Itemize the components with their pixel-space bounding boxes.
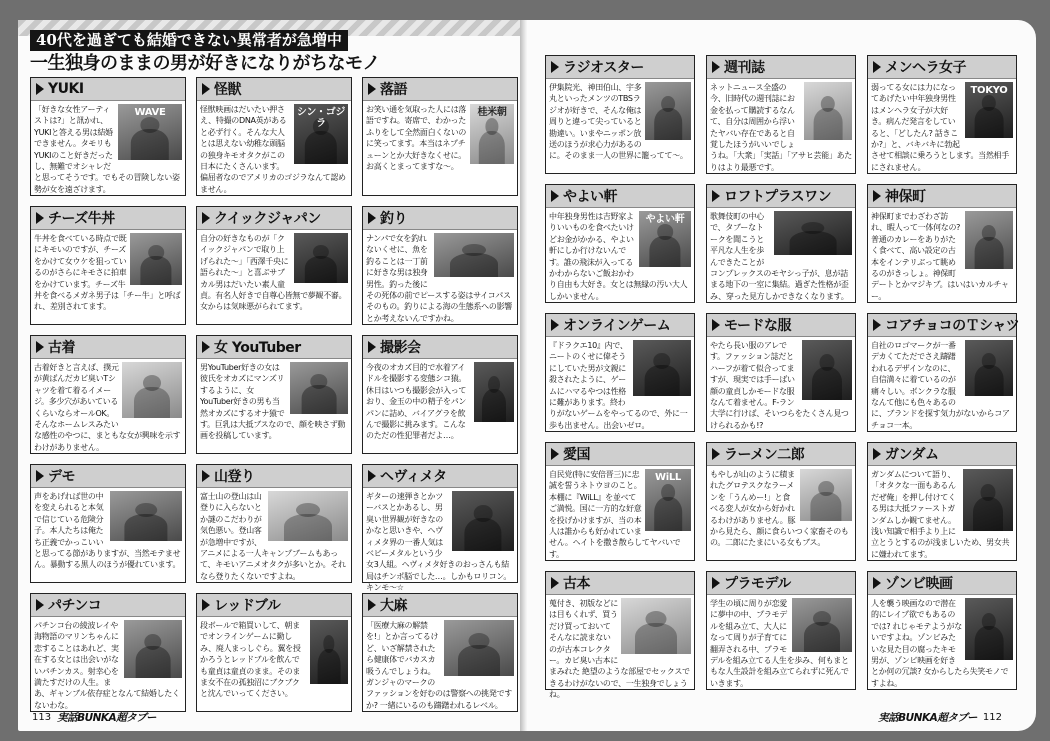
photo-subject bbox=[134, 387, 170, 418]
article-card bbox=[706, 184, 856, 303]
card-header bbox=[363, 336, 517, 359]
triangle-bullet-icon bbox=[368, 599, 376, 611]
card-photo bbox=[110, 491, 182, 541]
card-header bbox=[363, 594, 517, 617]
card-title: 怪獣 bbox=[214, 82, 241, 98]
card-body bbox=[549, 469, 691, 558]
card-photo bbox=[444, 620, 514, 676]
photo-subject-head bbox=[653, 353, 670, 369]
article-card bbox=[706, 571, 856, 690]
photo-subject bbox=[973, 497, 1003, 531]
photo-subject bbox=[318, 649, 341, 684]
triangle-bullet-icon bbox=[551, 61, 559, 73]
card-body bbox=[200, 620, 348, 709]
card-header bbox=[31, 336, 185, 359]
card-text: 「医療大麻の解禁を!」とか言ってるけど、いざ解禁されたら健康体でバカスカ吸うんでしょうね。ガンジャのマークのファッションを好むのは警察への挑発ですか? 一緒にいるのも躊躇われるレベル。 bbox=[366, 621, 512, 710]
photo-subject-head bbox=[485, 118, 498, 135]
card-title: デモ bbox=[48, 469, 75, 485]
triangle-bullet-icon bbox=[36, 341, 44, 353]
card-title: レッドブル bbox=[214, 598, 281, 614]
photo-caption: 桂米朝 bbox=[477, 107, 507, 118]
card-photo bbox=[470, 104, 514, 164]
card-photo bbox=[792, 598, 852, 652]
card-body bbox=[366, 491, 514, 593]
card-body bbox=[871, 340, 1013, 429]
card-body bbox=[871, 598, 1013, 687]
card-body bbox=[200, 491, 348, 580]
triangle-bullet-icon bbox=[368, 470, 376, 482]
kicker-title: 40代を過ぎても結婚できない異常者が急増中 bbox=[30, 30, 348, 51]
photo-subject bbox=[305, 256, 337, 284]
triangle-bullet-icon bbox=[712, 448, 720, 460]
card-text: 「好きな女性アーティストは?」と訊かれ、YUKIと答える男は結婚できません。タモリもYUKIのこと好きだったし、無難でオシャレだと思ってそうです。でもその冒険しない姿勢が女を遠ざけます。 bbox=[34, 105, 180, 194]
card-body bbox=[366, 104, 514, 193]
article-card bbox=[545, 571, 695, 700]
photo-subject bbox=[458, 645, 500, 676]
card-body bbox=[200, 233, 348, 322]
photo-caption: WiLL bbox=[654, 472, 681, 483]
card-body bbox=[871, 469, 1013, 558]
photo-subject-head bbox=[296, 503, 320, 517]
article-card bbox=[867, 442, 1017, 561]
card-photo bbox=[802, 340, 852, 400]
triangle-bullet-icon bbox=[873, 577, 881, 589]
card-title: クイックジャパン bbox=[214, 211, 321, 227]
card-text: 今夜のオカズ目的で水着アイドルを撮影する変態シコ猿。休日はいつも撮影会が入っており、金玉の中の精子をパンパンに詰め、バイアグラを飲んで撮影に挑みます。こんなのただの性犯罪者だよ…。 bbox=[366, 363, 467, 441]
photo-subject-head bbox=[661, 96, 675, 112]
right-page bbox=[527, 20, 1036, 731]
photo-subject bbox=[645, 365, 680, 396]
card-text: やたら長い服のアレです。ファッション誌だとハーフが着て似合ってますが、現実では手ーばい顔の童貞しかモードな服なんて着ません。F-ラン大学に行けば、そいつらをたくさん見つけられるかも!? bbox=[710, 341, 849, 430]
triangle-bullet-icon bbox=[551, 190, 559, 202]
card-photo bbox=[645, 82, 691, 140]
article-card bbox=[706, 55, 856, 174]
card-text: 声をあげれば世の中を変えられると本気で信じている危険分子。本人たちは俺たち正義でかっこいいと思ってる節がありますが、当然モテません。暴動する黒人のほうが優れています。 bbox=[34, 492, 181, 570]
article-card bbox=[545, 442, 695, 561]
card-photo bbox=[965, 598, 1013, 660]
article-card bbox=[30, 335, 186, 454]
card-body bbox=[200, 362, 348, 451]
card-title: ヘヴィメタ bbox=[380, 469, 447, 485]
article-card bbox=[196, 593, 352, 712]
card-text: ネットニュース全盛の今、旧時代の週刊誌にお金を払って購読するなんて、自分は周囲から浮いたヤバい存在であると自覚したほうがいいでしょうね。「大衆」「実話」「アサヒ芸能」あたりはより最悪です。 bbox=[710, 83, 852, 172]
card-body bbox=[366, 362, 514, 451]
photo-subject-head bbox=[820, 354, 835, 371]
photo-subject bbox=[305, 131, 337, 164]
article-card bbox=[362, 77, 518, 196]
card-header bbox=[197, 336, 351, 359]
article-card bbox=[30, 77, 186, 196]
card-body bbox=[710, 340, 852, 429]
card-body bbox=[871, 82, 1013, 171]
card-header bbox=[31, 78, 185, 101]
triangle-bullet-icon bbox=[202, 470, 210, 482]
triangle-bullet-icon bbox=[712, 577, 720, 589]
card-body bbox=[34, 620, 182, 709]
card-body bbox=[34, 362, 182, 451]
magazine-logo: 実話BUNKA超タブー bbox=[878, 712, 977, 724]
photo-subject bbox=[975, 365, 1004, 396]
photo-subject bbox=[482, 389, 506, 422]
article-card bbox=[867, 571, 1017, 690]
photo-subject-head bbox=[474, 505, 493, 522]
card-text: 富士山の登山は山登りに入らないとか謎のこだわりが気色悪い。登山客が急増中ですが、アニメによる一人キャンプブームもあって、キモいアニメオタクが多いとか。それなら登りたくないですよね。 bbox=[200, 492, 346, 581]
photo-subject-head bbox=[310, 374, 327, 389]
photo-subject bbox=[131, 129, 169, 160]
card-header bbox=[546, 443, 694, 466]
card-body bbox=[366, 620, 514, 709]
card-title: 愛国 bbox=[563, 447, 590, 463]
card-header bbox=[546, 314, 694, 337]
card-header bbox=[197, 465, 351, 488]
card-title: プラモデル bbox=[724, 576, 791, 592]
photo-caption: TOKYO bbox=[970, 85, 1008, 96]
article-card bbox=[545, 184, 695, 303]
card-title: 女 YouTuber bbox=[214, 340, 301, 356]
card-photo bbox=[118, 104, 182, 160]
card-title: ラジオスター bbox=[563, 60, 644, 76]
card-title: コアチョコのＴシャツ bbox=[885, 318, 1020, 334]
article-card bbox=[706, 313, 856, 432]
card-title: パチンコ bbox=[48, 598, 102, 614]
card-photo bbox=[452, 491, 514, 551]
photo-caption: WAVE bbox=[134, 107, 166, 118]
card-header bbox=[31, 465, 185, 488]
triangle-bullet-icon bbox=[36, 470, 44, 482]
photo-subject-head bbox=[135, 503, 157, 517]
article-card bbox=[545, 313, 695, 432]
article-card bbox=[545, 55, 695, 174]
photo-subject-head bbox=[657, 224, 673, 240]
photo-subject bbox=[649, 236, 680, 267]
card-text: 自分の好きなものが「クイックジャパンで取り上げられた〜」「西澤千央に語られた〜」と喜ぶサブカル男はだいたい素人童貞。有名人好きで自尊心皆無で夢観不審。女からは気味悪がられてます。 bbox=[200, 234, 347, 312]
triangle-bullet-icon bbox=[202, 341, 210, 353]
photo-subject bbox=[975, 626, 1004, 660]
card-header bbox=[707, 443, 855, 466]
card-title: ガンダム bbox=[885, 447, 939, 463]
photo-subject-head bbox=[982, 95, 996, 111]
card-header bbox=[707, 572, 855, 595]
right-item-grid bbox=[545, 55, 1020, 700]
photo-subject bbox=[140, 256, 171, 285]
article-card bbox=[196, 335, 352, 454]
card-text: 男YouTuber好きの女は彼氏をオカズにマンズリするように、女YouTuber好きの男も当然オカズにするオナ猿です。巨乳は大抵ブスなので、顔を映さず動画を投稿しています。 bbox=[200, 363, 346, 441]
card-photo bbox=[774, 211, 852, 255]
photo-subject bbox=[302, 385, 337, 414]
photo-subject bbox=[810, 492, 841, 521]
card-photo bbox=[639, 211, 691, 267]
card-text: 弱ってる女には力になってあげたい中年独身男性はメンヘラ女子が大好き。病んだ発言をしていると、「どしたん? 話きこか?」と、バキバキに勃起させて相談に乗ろうとします。当然相手にされません。 bbox=[871, 83, 1009, 172]
triangle-bullet-icon bbox=[551, 577, 559, 589]
card-body bbox=[549, 82, 691, 171]
card-header bbox=[197, 594, 351, 617]
card-text: もやしが山のように積まれたグロテスクなラーメンを「うんめー!」と食べる変人が女から好かれるわけがありません。豚から見たら、顔に食らいつく家畜そのもの。二郎にたまにいる女もブス。 bbox=[710, 470, 849, 548]
card-body bbox=[200, 104, 348, 193]
article-card bbox=[362, 593, 518, 712]
card-photo bbox=[645, 469, 691, 531]
card-title: YUKI bbox=[48, 81, 84, 97]
card-header bbox=[546, 56, 694, 79]
photo-subject bbox=[136, 646, 171, 678]
card-title: 大麻 bbox=[380, 598, 407, 614]
card-text: 人を襲う映画なので潜在的にレイプ欲でもあるのでは? れじゃモテようがないですよね。ゾンビみたいな見た目の腐ったキモ男が、ゾンビ映画を好きとか何の冗談? 女からしたら失笑モノですよね。 bbox=[871, 599, 1009, 688]
left-page bbox=[18, 20, 527, 731]
card-photo bbox=[124, 620, 182, 678]
article-card bbox=[867, 184, 1017, 303]
card-body bbox=[34, 104, 182, 193]
card-photo bbox=[474, 362, 514, 422]
card-text: 牛丼を食べている時点で既にキモいのですが、チーズをかけて女ウケを狙っているのがさらにキモさに拍車をかけています。チーズ牛丼を食べるメガネ男子は「チー牛」と呼ばれ、差別されてます。 bbox=[34, 234, 181, 312]
photo-subject-head bbox=[313, 245, 329, 259]
card-header bbox=[363, 207, 517, 230]
triangle-bullet-icon bbox=[551, 448, 559, 460]
article-card bbox=[362, 206, 518, 325]
photo-subject-head bbox=[646, 611, 667, 627]
photo-subject bbox=[284, 514, 332, 542]
card-photo bbox=[310, 620, 348, 684]
card-body bbox=[710, 598, 852, 687]
triangle-bullet-icon bbox=[873, 319, 881, 331]
triangle-bullet-icon bbox=[712, 319, 720, 331]
card-body bbox=[549, 211, 691, 300]
photo-subject-head bbox=[488, 376, 500, 393]
card-header bbox=[868, 572, 1016, 595]
triangle-bullet-icon bbox=[712, 61, 720, 73]
card-body bbox=[34, 491, 182, 580]
card-header bbox=[868, 443, 1016, 466]
card-header bbox=[197, 78, 351, 101]
article-card bbox=[706, 442, 856, 561]
triangle-bullet-icon bbox=[36, 212, 44, 224]
card-photo bbox=[965, 82, 1013, 138]
photo-subject bbox=[790, 231, 837, 255]
left-item-grid bbox=[30, 77, 518, 712]
triangle-bullet-icon bbox=[873, 61, 881, 73]
card-text: 神保町までわざわざ訪れ、暇人って一体何なの? 普通のカレーをありがたく食べて、高い設定の古本をインテリぶって眺めるのがきっしょ。神保町デートとかマジキブ。はいはいカルチャー。 bbox=[871, 212, 1009, 301]
photo-subject bbox=[654, 108, 682, 140]
card-body bbox=[549, 598, 691, 700]
card-header bbox=[546, 185, 694, 208]
card-photo bbox=[122, 362, 182, 418]
card-title: 撮影会 bbox=[380, 340, 421, 356]
card-photo bbox=[965, 211, 1013, 269]
card-photo bbox=[621, 598, 691, 654]
article-card bbox=[362, 464, 518, 593]
card-body bbox=[710, 211, 852, 300]
article-card bbox=[30, 593, 186, 712]
magazine-logo: 実話BUNKA超タブー bbox=[57, 712, 156, 724]
article-card bbox=[196, 464, 352, 583]
card-header bbox=[707, 56, 855, 79]
triangle-bullet-icon bbox=[551, 319, 559, 331]
card-body bbox=[366, 233, 514, 322]
card-header bbox=[363, 78, 517, 101]
card-text: 自社のロゴマークが一番デカくてただでさえ躊躇われるデザインなのに、自信満々に着ているのが痛々しい。ボンクラな服なんて他にも色々あるのに、ブランドを探す気力がないからコアチョコ一本。 bbox=[871, 341, 1010, 430]
triangle-bullet-icon bbox=[368, 341, 376, 353]
card-title: 神保町 bbox=[885, 189, 926, 205]
card-body bbox=[549, 340, 691, 429]
card-header bbox=[546, 572, 694, 595]
right-footer bbox=[878, 710, 1002, 725]
card-text: 段ボールで箱買いして、朝までオンラインゲームに勤しみ、廃人まっしぐら。翼を授かろうとレッドブルを飲んでも童貞は童貞のまま。そのまま女不在の孤独沼にブクブクと沈んでいってください。 bbox=[200, 621, 301, 699]
article-card bbox=[196, 77, 352, 196]
card-text: 中年独身男性は吉野家よりいいものを食べたいけどお金がかかる、やよい軒にしか行けないんです。誰の飛沫が入ってるかわからないご飯おかわり自由も大好き。女とは無縁の汚い大人しかいません。 bbox=[549, 212, 688, 301]
photo-subject bbox=[814, 108, 843, 140]
card-body bbox=[710, 469, 852, 558]
card-text: 古着好きと言えば、撲元が黄ばんだカビ臭いTシャツを着て着るイメージ。多少穴があいているくらいならオールOK。そんなホームレスみたいな感性のやつに、まともな女が興味を示すわけがありません。 bbox=[34, 363, 181, 452]
triangle-bullet-icon bbox=[202, 83, 210, 95]
card-photo bbox=[963, 469, 1013, 531]
card-text: ガンダムについて語り、「オタクな一面もあるんだぜ俺」を押し付けてくる男は大抵ファーストガンダムしか観てません。浅い知識で相手より上に立とうとするのが浅ましいため、男女共に嫌われてます。 bbox=[871, 470, 1010, 559]
article-card bbox=[867, 313, 1020, 432]
card-text: 歌舞伎町の中心で、タブーなトークを聞こうと平凡な人生を歩んできたことがコンプレックスのモヤシっ子が、息が詰まる地下の一室に集結。過ぎた性格が歪み、穿った見方しかできなくなります。 bbox=[710, 212, 849, 301]
card-photo bbox=[633, 340, 691, 396]
triangle-bullet-icon bbox=[36, 83, 44, 95]
card-title: チーズ牛丼 bbox=[48, 211, 115, 227]
photo-subject bbox=[975, 237, 1004, 269]
card-text: 伊集院光、神田伯山、宇多丸といったメンツのTBSラジオが好きで、そんな俺は周りと違って尖っていると勘違い。いまやニッポン放送のほうが求心力があるのに。そのまま一人の世界に籠ってて〜。 bbox=[549, 83, 688, 161]
photo-subject bbox=[812, 367, 842, 400]
card-body bbox=[871, 211, 1013, 300]
card-photo bbox=[965, 340, 1013, 396]
card-photo bbox=[294, 233, 348, 283]
card-title: オンラインゲーム bbox=[563, 318, 671, 334]
photo-subject bbox=[975, 107, 1004, 138]
card-text: 怪獣映画はだいたい押さえ、特撮のDNA英があると必ず行く。そんな大人とは思えない幼稚な頭脳の独身キモオタクがこの日本にたくさんいます。偏屈者なのでアメリカのゴジラなんて認めません。 bbox=[200, 105, 346, 194]
triangle-bullet-icon bbox=[202, 212, 210, 224]
card-body bbox=[34, 233, 182, 322]
photo-subject bbox=[450, 253, 498, 277]
card-photo bbox=[268, 491, 348, 541]
card-title: ラーメン二郎 bbox=[724, 447, 805, 463]
card-header bbox=[868, 314, 1020, 337]
triangle-bullet-icon bbox=[873, 190, 881, 202]
triangle-bullet-icon bbox=[712, 190, 720, 202]
card-header bbox=[197, 207, 351, 230]
card-text: ギターの速弾きとかツーバスとかあるし、男臭い世界観が好きなのかなと思いきや、ヘヴィメタ界の一番人気はベビーメタルという少女3人組。ヘヴィメタ好きのおっさんも結局はチンポ脳でした…。しかもロリコン。キンモ〜☆ bbox=[366, 492, 512, 593]
photo-subject-head bbox=[813, 611, 831, 626]
photo-subject-head bbox=[148, 245, 164, 260]
card-title: 落語 bbox=[380, 82, 407, 98]
photo-subject bbox=[464, 518, 501, 551]
triangle-bullet-icon bbox=[368, 83, 376, 95]
card-photo bbox=[800, 469, 852, 521]
article-card bbox=[362, 335, 518, 454]
photo-subject bbox=[124, 514, 167, 542]
photo-caption: やよい軒 bbox=[645, 214, 685, 225]
triangle-bullet-icon bbox=[202, 599, 210, 611]
card-text: お笑い通を気取った人には落語ですね。寄席で、わかったふりをして全然面白くないのに笑ってます。本当はネプチューンとか大好きなくせに。お高くとまってますな〜。 bbox=[366, 105, 467, 172]
photo-subject bbox=[654, 497, 682, 531]
card-title: モードな服 bbox=[724, 318, 791, 334]
article-card bbox=[30, 464, 186, 583]
card-photo bbox=[294, 104, 348, 164]
card-header bbox=[707, 314, 855, 337]
card-photo bbox=[290, 362, 348, 414]
page-number: 113 bbox=[32, 712, 52, 723]
card-title: ロフトプラスワン bbox=[724, 189, 832, 205]
article-card bbox=[196, 206, 352, 325]
card-header bbox=[707, 185, 855, 208]
triangle-bullet-icon bbox=[873, 448, 881, 460]
card-photo bbox=[434, 233, 514, 277]
photo-subject bbox=[479, 131, 505, 164]
card-body bbox=[710, 82, 852, 171]
card-header bbox=[363, 465, 517, 488]
card-header bbox=[868, 56, 1016, 79]
photo-subject bbox=[635, 623, 677, 654]
photo-subject-head bbox=[982, 353, 996, 369]
photo-subject-head bbox=[661, 484, 675, 501]
card-header bbox=[31, 594, 185, 617]
card-text: パチンコ台の綾波レイや海物語のマリンちゃんに恋することはあれど、実在する女とは出会いがないパチンカス。射幸心を満たすだけの人生。まあ、ギャンブル依存症となんて結婚したくないわな。 bbox=[34, 621, 180, 710]
triangle-bullet-icon bbox=[36, 599, 44, 611]
article-card bbox=[867, 55, 1017, 174]
card-title: 釣り bbox=[380, 211, 407, 227]
headline: 一生独身のままの男が好きになりがちなモノ bbox=[30, 53, 380, 74]
card-title: 古本 bbox=[563, 576, 590, 592]
card-title: 山登り bbox=[214, 469, 255, 485]
card-title: ゾンビ映画 bbox=[885, 576, 953, 592]
card-text: ナンパで女を釣れないくせに、魚を釣ることは一丁前に好きな男は独身男性。釣った後にその死体の前でピースする姿はサイコパスそのもの。釣りによる海の生態系への影響とか考えないんですかね。 bbox=[366, 234, 512, 323]
photo-subject-head bbox=[140, 117, 159, 133]
triangle-bullet-icon bbox=[368, 212, 376, 224]
page-number: 112 bbox=[982, 712, 1002, 723]
card-photo bbox=[130, 233, 182, 285]
card-title: メンヘラ女子 bbox=[885, 60, 966, 76]
card-title: 週刊誌 bbox=[724, 60, 765, 76]
photo-subject-head bbox=[469, 633, 490, 649]
card-title: やよい軒 bbox=[563, 189, 617, 205]
card-header bbox=[868, 185, 1016, 208]
photo-subject-head bbox=[143, 375, 161, 391]
photo-subject-head bbox=[818, 481, 834, 496]
card-photo bbox=[804, 82, 852, 140]
card-text: 『ドラクエ10』内で、ニートのくせに偉そうにしていた男が文親に殺されたように、ゲームにハマるやつは性格に難があります。終わりがないゲームをやってるので、外に一歩も出ません。出会いゼロ。 bbox=[549, 341, 688, 430]
photo-caption: シン・ゴジラ bbox=[296, 107, 346, 129]
card-header bbox=[31, 207, 185, 230]
article-card bbox=[30, 206, 186, 325]
photo-subject bbox=[804, 622, 840, 652]
card-text: 蒐付き、初版などには目もくれず、買うだけ買っておいてそんなに読まないのが古本コレクター。カビ臭い古本に まみれた 絶望のような部屋でセックスできるわけがないので、一生独身でしょうね。 bbox=[549, 599, 690, 700]
card-title: 古着 bbox=[48, 340, 75, 356]
card-text: 自民党(特に安倍晋三)に忠誠を誓うネトウヨのこと。本棚に『WiLL』を並べてご満悦。国に一方的な好意を投げかけますが、当の本人は誰からも好かれていません。ヘイトを撒き散らしてヤバいです。 bbox=[549, 470, 681, 559]
card-text: 学生の頃に周りが恋愛に夢中の中、プラモデルを組み立て、大人になって周りが子育てに翻弄される中、プラモデルを組み立てる人生を歩み、何もまともな人生設計を組み立てられずに死んでいきます。 bbox=[710, 599, 849, 688]
left-footer bbox=[32, 710, 156, 725]
